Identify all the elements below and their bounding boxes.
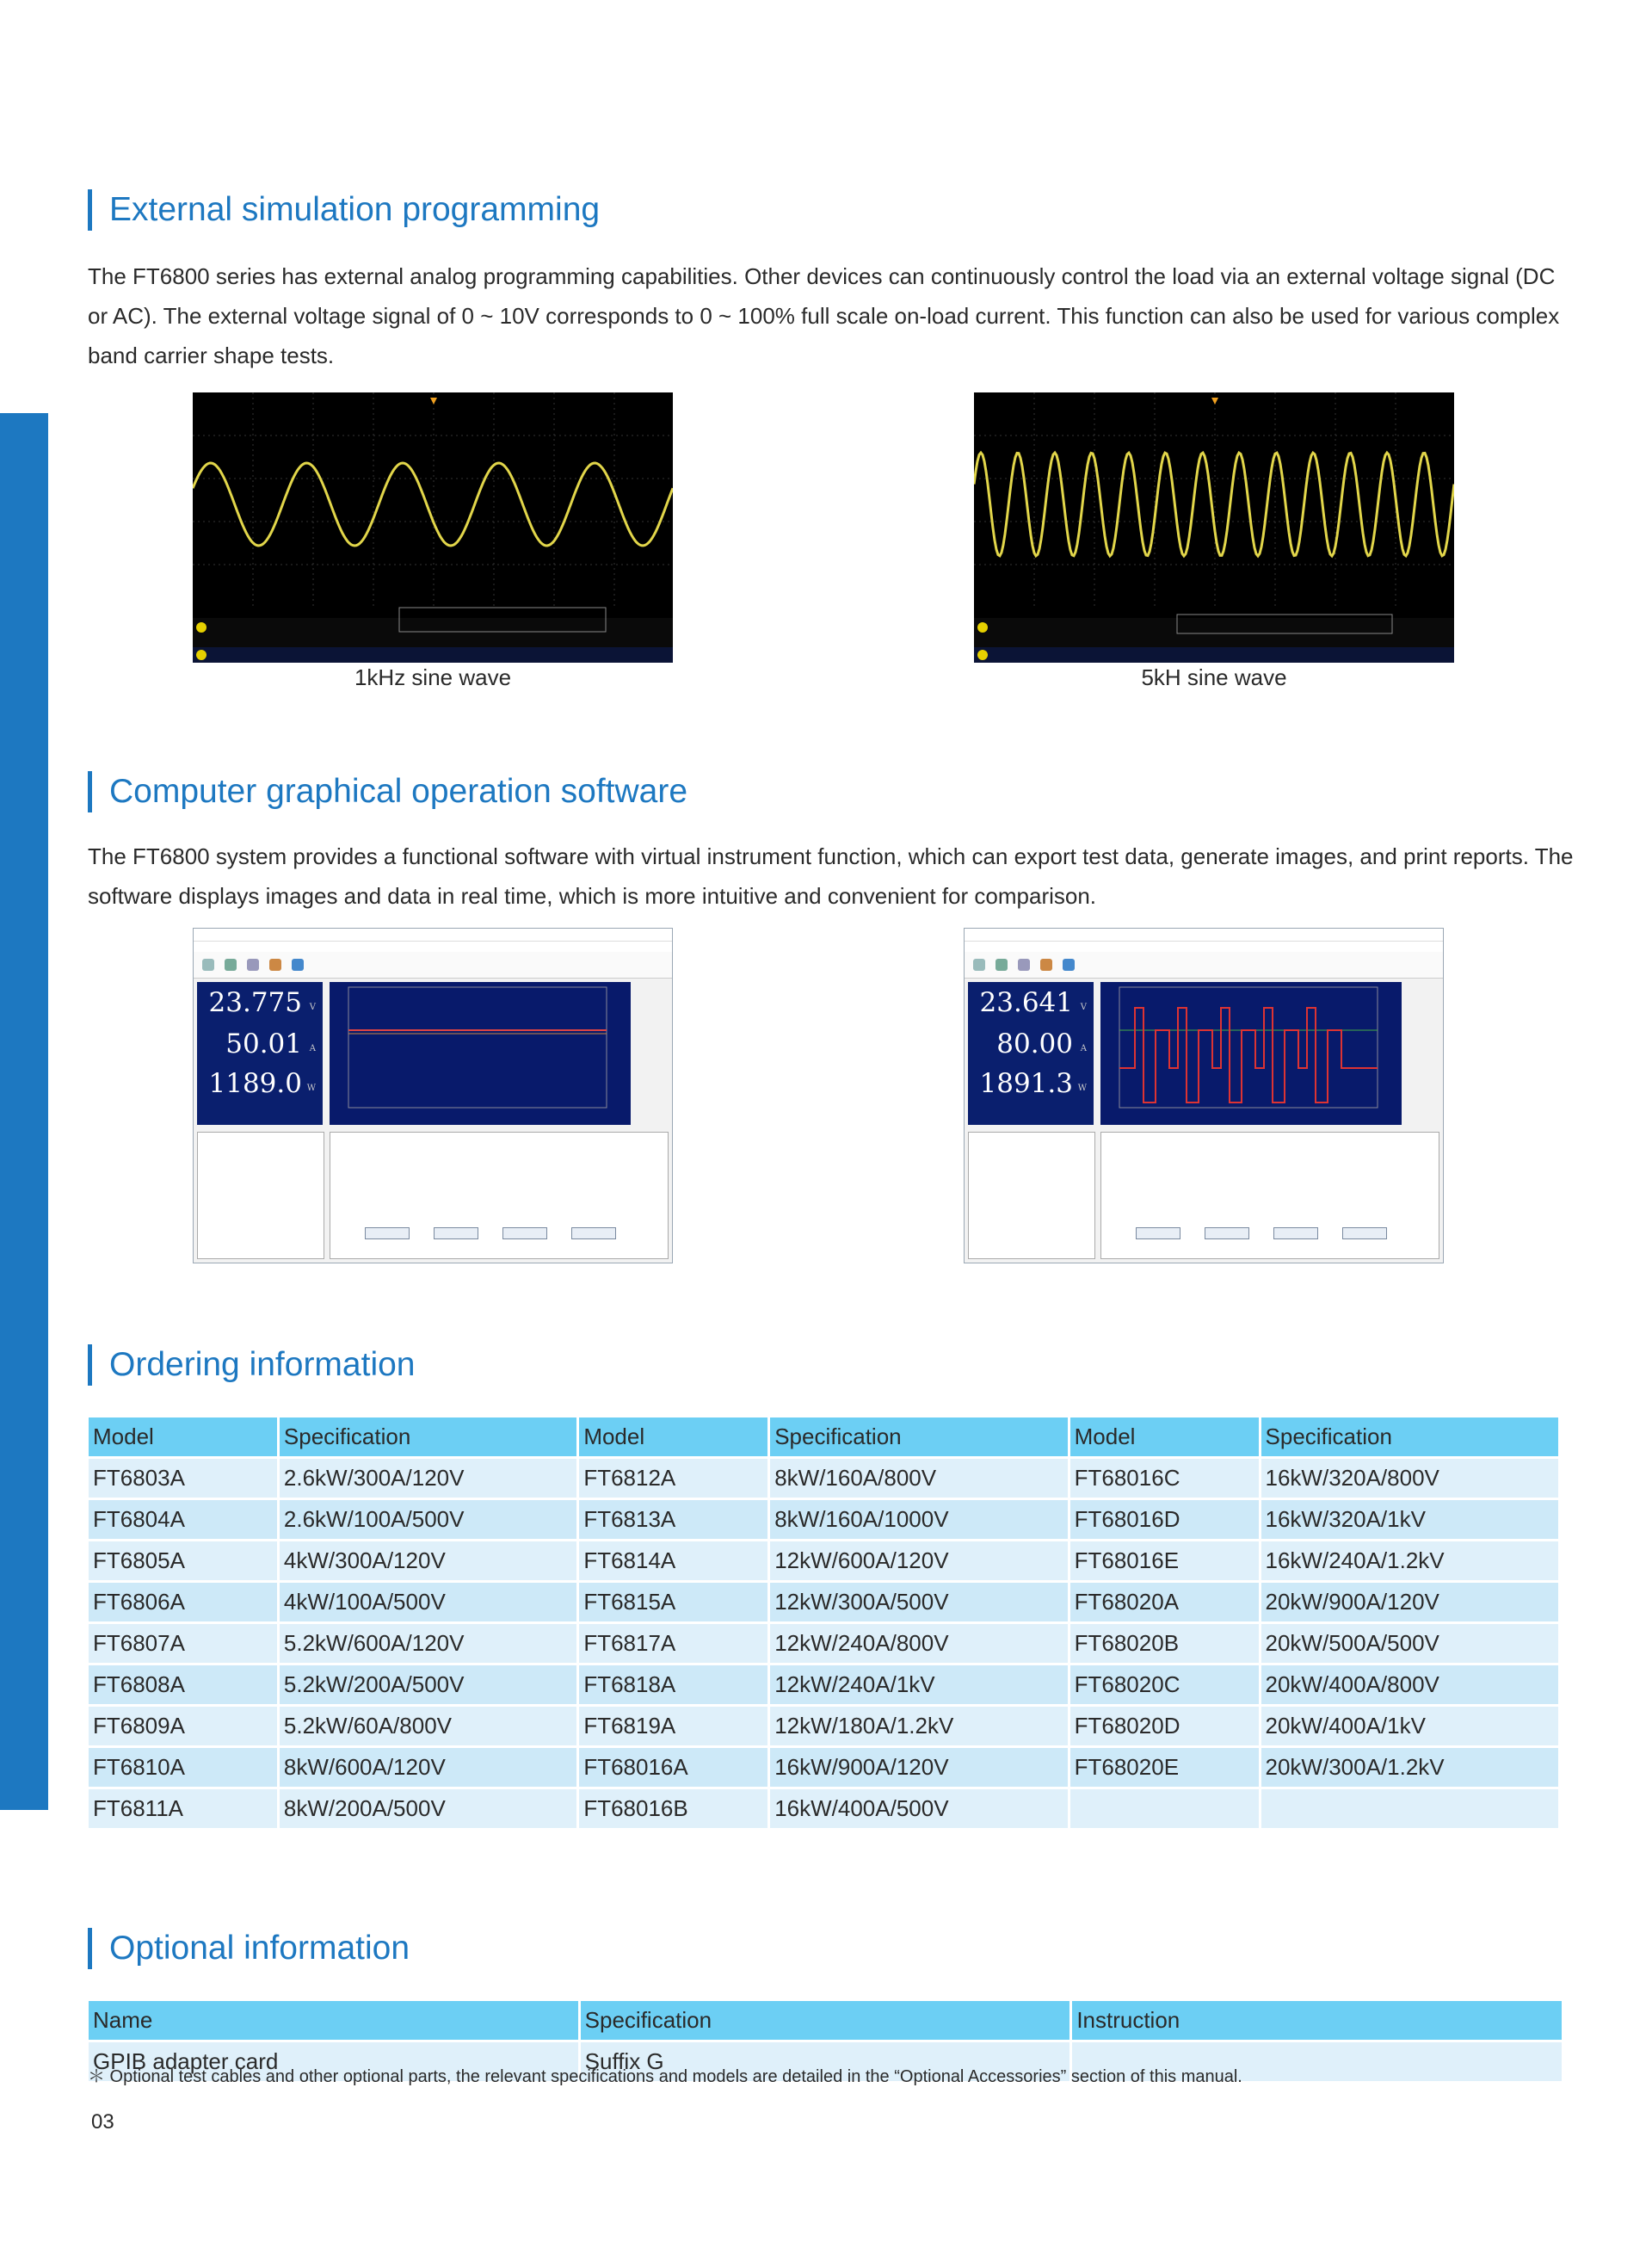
table-cell: FT68020E	[1070, 1748, 1259, 1787]
table-cell: FT6804A	[89, 1500, 277, 1539]
table-cell: GPIB adapter card	[89, 2042, 578, 2081]
section-title-software: Computer graphical operation software	[88, 771, 687, 812]
table-cell: FT68020D	[1070, 1707, 1259, 1745]
table-header-cell: Specification	[280, 1417, 576, 1456]
software-screenshot-1	[193, 928, 673, 1263]
scope-image-5khz	[974, 392, 1454, 663]
table-cell: 20kW/400A/800V	[1261, 1665, 1558, 1704]
ordering-header-row	[89, 1417, 1558, 1456]
table-cell: FT6811A	[89, 1789, 277, 1828]
section-title-ordering: Ordering information	[88, 1344, 416, 1386]
voltage-readout: 23.641	[979, 987, 1073, 1018]
table-cell: 8kW/160A/1000V	[770, 1500, 1067, 1539]
table-cell: FT6813A	[579, 1500, 767, 1539]
software-screenshot-2	[964, 928, 1444, 1263]
plot-area-2	[1100, 982, 1402, 1125]
voltage-readout: 23.775	[208, 987, 302, 1018]
table-header-cell: Model	[579, 1417, 767, 1456]
power-readout: 1891.3	[979, 1068, 1073, 1099]
table-row	[89, 1789, 1558, 1828]
table-cell: 5.2kW/60A/800V	[280, 1707, 576, 1745]
table-row	[89, 1748, 1558, 1787]
table-cell: 16kW/320A/800V	[1261, 1459, 1558, 1498]
table-cell: FT6810A	[89, 1748, 277, 1787]
table-cell: 2.6kW/300A/120V	[280, 1459, 576, 1498]
external-paragraph: The FT6800 series has external analog programming capabilities. Other devices can continuously control the load via an external voltage signal (DC or AC). The external voltage signal of 0 ~ 10V corresponds to 0 ~ 100% full scale on-load current. This function can also be used for various complex band carrier shape tests.	[88, 263, 1560, 368]
table-header-cell: Specification	[581, 2001, 1070, 2040]
table-cell: 16kW/400A/500V	[770, 1789, 1067, 1828]
table-cell	[1261, 1789, 1558, 1828]
table-row	[89, 1624, 1558, 1663]
table-cell: 12kW/240A/1kV	[770, 1665, 1067, 1704]
table-cell	[1070, 1789, 1259, 1828]
current-readout: 80.00	[996, 1028, 1073, 1059]
caption-1khz: 1kHz sine wave	[354, 664, 512, 690]
table-cell: FT68016B	[579, 1789, 767, 1828]
table-row	[89, 1541, 1558, 1580]
table-cell: FT68016E	[1070, 1541, 1259, 1580]
table-cell: FT68020B	[1070, 1624, 1259, 1663]
table-cell: FT6812A	[579, 1459, 767, 1498]
table-cell: FT6807A	[89, 1624, 277, 1663]
table-cell: 20kW/500A/500V	[1261, 1624, 1558, 1663]
table-header-cell: Specification	[770, 1417, 1067, 1456]
side-accent-bar	[0, 413, 48, 1810]
table-cell: 20kW/300A/1.2kV	[1261, 1748, 1558, 1787]
table-cell: 16kW/900A/120V	[770, 1748, 1067, 1787]
table-cell: FT68020C	[1070, 1665, 1259, 1704]
table-cell: 2.6kW/100A/500V	[280, 1500, 576, 1539]
table-cell: 16kW/240A/1.2kV	[1261, 1541, 1558, 1580]
ordering-table	[86, 1415, 1561, 1831]
table-cell: FT6815A	[579, 1583, 767, 1621]
table-row	[89, 1459, 1558, 1498]
table-cell: FT68016A	[579, 1748, 767, 1787]
table-cell: 5.2kW/600A/120V	[280, 1624, 576, 1663]
table-header-cell: Model	[89, 1417, 277, 1456]
table-row	[89, 1583, 1558, 1621]
readout-panel-2: 23.641 V 80.00 A 1891.3 W	[968, 982, 1094, 1125]
table-cell: FT68016C	[1070, 1459, 1259, 1498]
table-cell: FT6817A	[579, 1624, 767, 1663]
table-header-cell: Instruction	[1072, 2001, 1562, 2040]
table-cell: 12kW/600A/120V	[770, 1541, 1067, 1580]
plot-area-1	[330, 982, 631, 1125]
caption-5khz: 5kH sine wave	[1141, 664, 1287, 690]
table-cell: FT6818A	[579, 1665, 767, 1704]
current-readout: 50.01	[225, 1028, 302, 1059]
table-row	[89, 1665, 1558, 1704]
table-cell: FT6803A	[89, 1459, 277, 1498]
table-cell: 5.2kW/200A/500V	[280, 1665, 576, 1704]
table-row	[89, 1500, 1558, 1539]
table-cell: 8kW/160A/800V	[770, 1459, 1067, 1498]
table-cell: FT6805A	[89, 1541, 277, 1580]
software-paragraph: The FT6800 system provides a functional software with virtual instrument function, which can export test data, generate images, and print reports. The software displays images and data in real time, which is more intuitive and convenient for comparison.	[88, 843, 1574, 909]
table-cell: 8kW/200A/500V	[280, 1789, 576, 1828]
table-header-cell: Model	[1070, 1417, 1259, 1456]
table-cell: FT68020A	[1070, 1583, 1259, 1621]
table-cell: 4kW/100A/500V	[280, 1583, 576, 1621]
table-cell: 16kW/320A/1kV	[1261, 1500, 1558, 1539]
table-header-cell: Name	[89, 2001, 578, 2040]
table-cell: FT6809A	[89, 1707, 277, 1745]
table-cell: FT6806A	[89, 1583, 277, 1621]
table-cell: 4kW/300A/120V	[280, 1541, 576, 1580]
table-cell: 20kW/900A/120V	[1261, 1583, 1558, 1621]
table-cell: Suffix G	[581, 2042, 1070, 2081]
table-cell: 20kW/400A/1kV	[1261, 1707, 1558, 1745]
power-readout: 1189.0	[208, 1068, 302, 1099]
table-cell: FT6819A	[579, 1707, 767, 1745]
table-cell: 12kW/300A/500V	[770, 1583, 1067, 1621]
table-header-cell: Specification	[1261, 1417, 1558, 1456]
table-cell: FT6808A	[89, 1665, 277, 1704]
section-title-external: External simulation programming	[88, 189, 600, 231]
table-row	[89, 1707, 1558, 1745]
scope-image-1khz	[193, 392, 673, 663]
readout-panel-1: 23.775 V 50.01 A 1189.0 W	[197, 982, 323, 1125]
table-cell: FT6814A	[579, 1541, 767, 1580]
section-title-optional: Optional information	[88, 1928, 410, 1969]
page-number: 03	[91, 2110, 114, 2134]
table-cell: 12kW/180A/1.2kV	[770, 1707, 1067, 1745]
optional-footnote: ＊ Optional test cables and other optional parts, the relevant specifications and models are detailed in the “Optional Accessories” section of this manual.	[88, 2067, 1242, 2086]
table-cell: 8kW/600A/120V	[280, 1748, 576, 1787]
optional-header-row	[89, 2001, 1562, 2040]
table-cell: 12kW/240A/800V	[770, 1624, 1067, 1663]
table-cell: FT68016D	[1070, 1500, 1259, 1539]
